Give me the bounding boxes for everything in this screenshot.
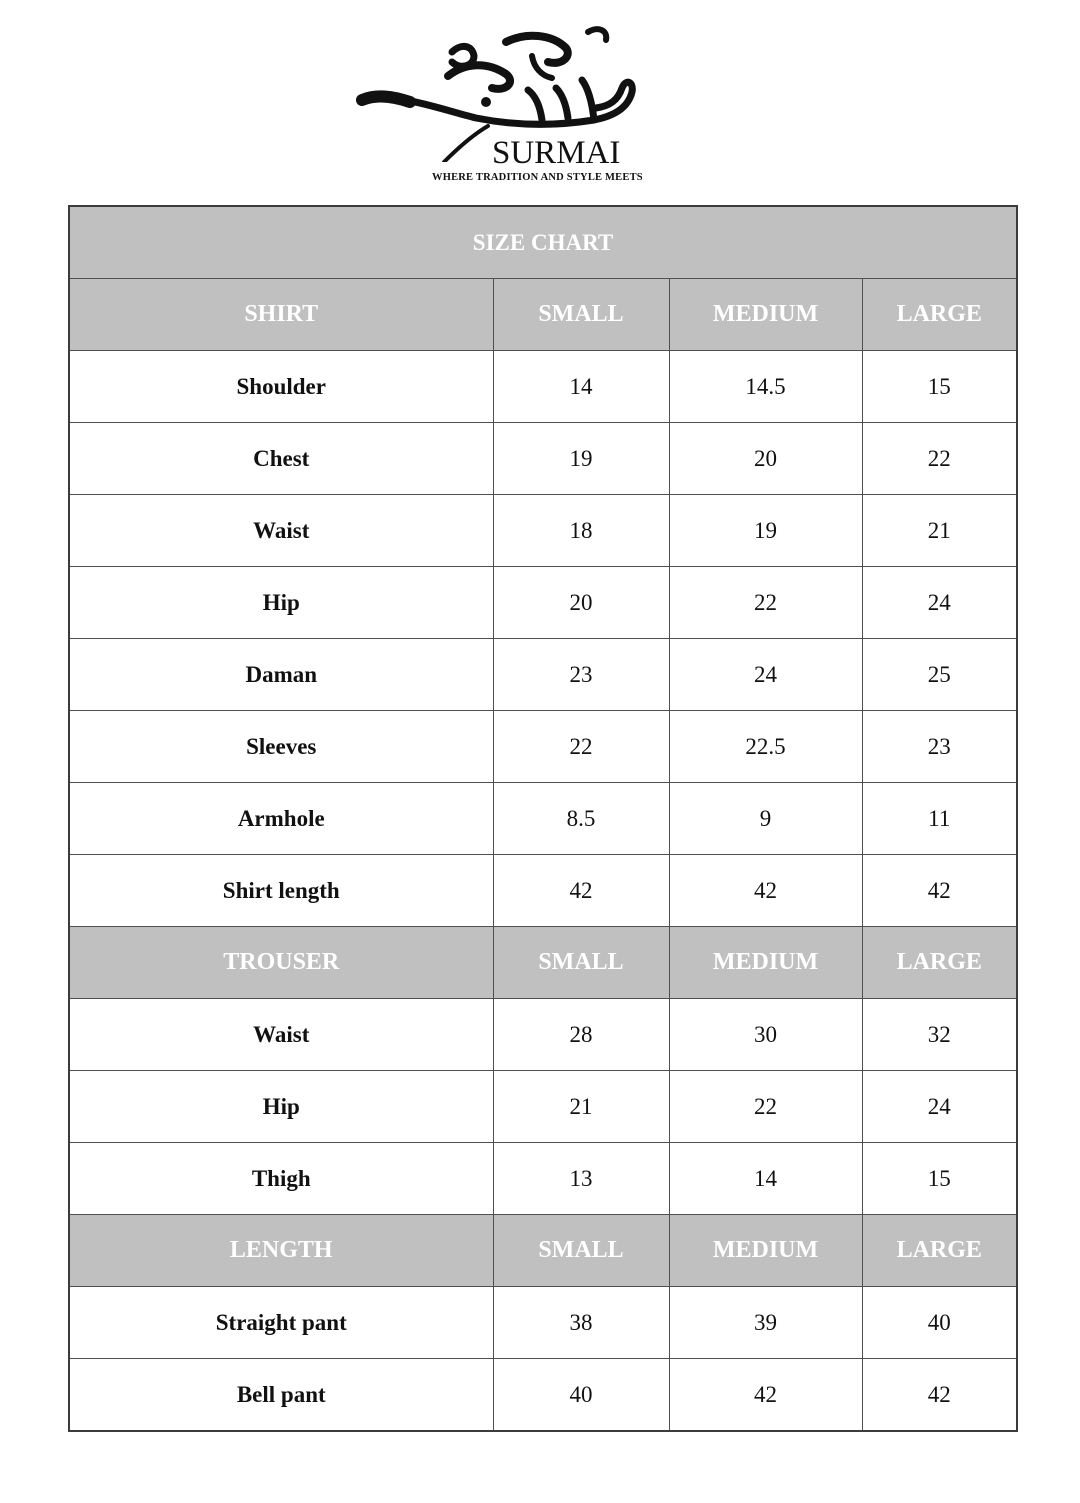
header-cell-medium: MEDIUM: [669, 1215, 862, 1287]
section-header-row: [69, 279, 1017, 351]
header-cell-medium: MEDIUM: [669, 279, 862, 351]
measurement-label: Chest: [69, 423, 493, 495]
table-row: [69, 855, 1017, 927]
header-cell-label: SHIRT: [69, 279, 493, 351]
size-value-small: 13: [493, 1143, 669, 1215]
size-value-medium: 14.5: [669, 351, 862, 423]
size-value-small: 40: [493, 1359, 669, 1432]
size-value-small: 18: [493, 495, 669, 567]
header-cell-medium: MEDIUM: [669, 927, 862, 999]
table-row: [69, 639, 1017, 711]
size-value-large: 24: [862, 1071, 1017, 1143]
size-value-medium: 30: [669, 999, 862, 1071]
size-value-medium: 42: [669, 1359, 862, 1432]
size-value-large: 23: [862, 711, 1017, 783]
header-cell-label: LENGTH: [69, 1215, 493, 1287]
size-value-large: 42: [862, 1359, 1017, 1432]
size-value-medium: 24: [669, 639, 862, 711]
measurement-label: Daman: [69, 639, 493, 711]
size-value-large: 24: [862, 567, 1017, 639]
size-value-large: 21: [862, 495, 1017, 567]
table-row: [69, 567, 1017, 639]
measurement-label: Straight pant: [69, 1287, 493, 1359]
size-value-small: 19: [493, 423, 669, 495]
size-value-medium: 9: [669, 783, 862, 855]
table-row: [69, 351, 1017, 423]
header-cell-large: LARGE: [862, 279, 1017, 351]
table-row: [69, 1143, 1017, 1215]
size-chart-table: [68, 205, 1018, 1432]
size-value-medium: 22: [669, 1071, 862, 1143]
header-cell-small: SMALL: [493, 927, 669, 999]
header-cell-large: LARGE: [862, 927, 1017, 999]
size-value-large: 42: [862, 855, 1017, 927]
section-header-row: [69, 1215, 1017, 1287]
table-row: [69, 495, 1017, 567]
size-value-medium: 20: [669, 423, 862, 495]
measurement-label: Waist: [69, 495, 493, 567]
table-row: [69, 423, 1017, 495]
brand-name: SURMAI: [492, 135, 621, 171]
size-value-medium: 42: [669, 855, 862, 927]
size-value-small: 28: [493, 999, 669, 1071]
measurement-label: Thigh: [69, 1143, 493, 1215]
size-value-small: 21: [493, 1071, 669, 1143]
size-value-large: 15: [862, 1143, 1017, 1215]
brand-tagline: WHERE TRADITION AND STYLE MEETS: [432, 172, 643, 183]
size-value-large: 15: [862, 351, 1017, 423]
size-value-small: 23: [493, 639, 669, 711]
size-value-large: 25: [862, 639, 1017, 711]
size-value-medium: 19: [669, 495, 862, 567]
size-value-medium: 14: [669, 1143, 862, 1215]
size-value-small: 8.5: [493, 783, 669, 855]
table-row: [69, 1359, 1017, 1432]
measurement-label: Shirt length: [69, 855, 493, 927]
size-value-medium: 22.5: [669, 711, 862, 783]
measurement-label: Armhole: [69, 783, 493, 855]
measurement-label: Waist: [69, 999, 493, 1071]
measurement-label: Hip: [69, 567, 493, 639]
size-value-small: 42: [493, 855, 669, 927]
measurement-label: Hip: [69, 1071, 493, 1143]
section-header-row: [69, 927, 1017, 999]
size-value-large: 40: [862, 1287, 1017, 1359]
size-value-medium: 39: [669, 1287, 862, 1359]
size-chart-title: SIZE CHART: [69, 206, 1017, 279]
size-value-small: 14: [493, 351, 669, 423]
table-row: [69, 783, 1017, 855]
size-value-small: 22: [493, 711, 669, 783]
table-row: [69, 711, 1017, 783]
size-chart-title-row: [69, 206, 1017, 279]
size-value-small: 38: [493, 1287, 669, 1359]
size-value-large: 11: [862, 783, 1017, 855]
measurement-label: Shoulder: [69, 351, 493, 423]
header-cell-small: SMALL: [493, 1215, 669, 1287]
measurement-label: Bell pant: [69, 1359, 493, 1432]
header-cell-label: TROUSER: [69, 927, 493, 999]
measurement-label: Sleeves: [69, 711, 493, 783]
brand-logo: [356, 22, 646, 192]
table-row: [69, 1071, 1017, 1143]
table-row: [69, 999, 1017, 1071]
table-row: [69, 1287, 1017, 1359]
size-value-medium: 22: [669, 567, 862, 639]
header-cell-large: LARGE: [862, 1215, 1017, 1287]
size-value-large: 22: [862, 423, 1017, 495]
header-cell-small: SMALL: [493, 279, 669, 351]
size-value-large: 32: [862, 999, 1017, 1071]
size-value-small: 20: [493, 567, 669, 639]
